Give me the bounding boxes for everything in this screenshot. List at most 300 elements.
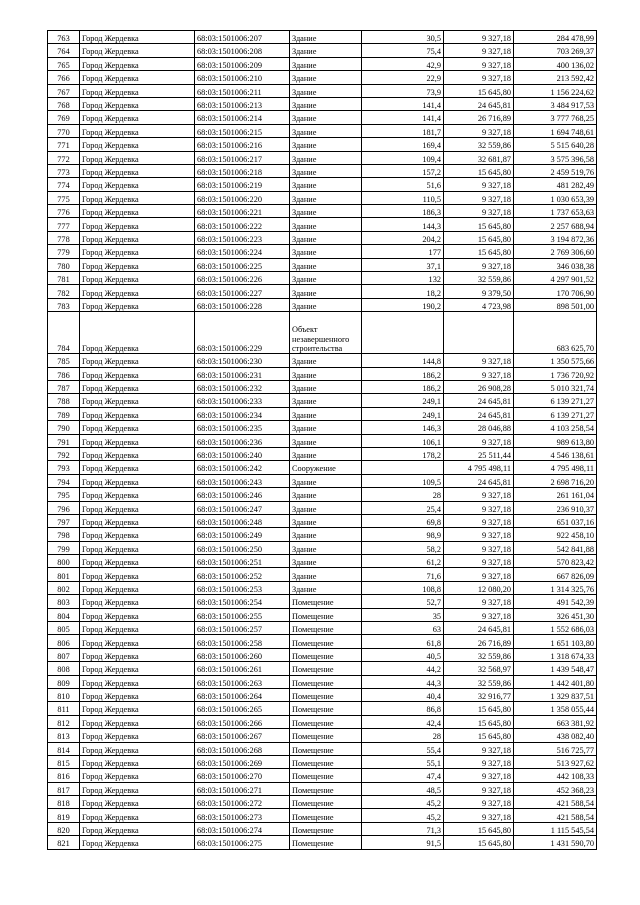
cadastral-number-cell: 68:03:1501006:258	[195, 635, 290, 648]
cadastral-cost-cell: 1 318 674,33	[514, 648, 597, 661]
unit-price-cell: 9 327,18	[444, 367, 514, 380]
settlement-cell: Город Жердевка	[80, 380, 195, 393]
object-type-cell: Здание	[290, 84, 362, 97]
object-type-cell: Помещение	[290, 662, 362, 675]
row-number-cell: 804	[48, 608, 80, 621]
object-type-cell: Здание	[290, 474, 362, 487]
object-type-cell: Здание	[290, 178, 362, 191]
table-row	[48, 164, 597, 177]
row-number-cell: 781	[48, 272, 80, 285]
settlement-cell: Город Жердевка	[80, 421, 195, 434]
area-cell: 40,5	[362, 648, 444, 661]
unit-price-cell: 4 795 498,11	[444, 461, 514, 474]
cadastral-number-cell: 68:03:1501006:248	[195, 514, 290, 527]
object-type-cell: Объект незавершенного строительства	[290, 312, 362, 354]
settlement-cell: Город Жердевка	[80, 514, 195, 527]
object-type-cell: Здание	[290, 354, 362, 367]
unit-price-cell: 15 645,80	[444, 729, 514, 742]
table-row	[48, 675, 597, 688]
area-cell: 109,4	[362, 151, 444, 164]
cadastral-cost-cell: 1 651 103,80	[514, 635, 597, 648]
row-number-cell: 813	[48, 729, 80, 742]
area-cell: 106,1	[362, 434, 444, 447]
area-cell: 61,8	[362, 635, 444, 648]
cadastral-number-cell: 68:03:1501006:269	[195, 755, 290, 768]
cadastral-cost-cell: 898 501,00	[514, 298, 597, 311]
row-number-cell: 770	[48, 124, 80, 137]
settlement-cell: Город Жердевка	[80, 407, 195, 420]
cadastral-number-cell: 68:03:1501006:270	[195, 769, 290, 782]
object-type-cell: Здание	[290, 231, 362, 244]
area-cell: 75,4	[362, 44, 444, 57]
object-type-cell: Здание	[290, 31, 362, 44]
row-number-cell: 798	[48, 528, 80, 541]
unit-price-cell: 15 645,80	[444, 715, 514, 728]
table-row	[48, 836, 597, 849]
table-row	[48, 245, 597, 258]
table-row	[48, 688, 597, 701]
row-number-cell: 816	[48, 769, 80, 782]
row-number-cell: 789	[48, 407, 80, 420]
cadastral-cost-cell: 442 108,33	[514, 769, 597, 782]
table-row	[48, 205, 597, 218]
cadastral-cost-cell: 1 115 545,54	[514, 822, 597, 835]
table-row	[48, 662, 597, 675]
settlement-cell: Город Жердевка	[80, 608, 195, 621]
area-cell: 51,6	[362, 178, 444, 191]
cadastral-cost-cell: 400 136,02	[514, 57, 597, 70]
settlement-cell: Город Жердевка	[80, 394, 195, 407]
cadastral-number-cell: 68:03:1501006:243	[195, 474, 290, 487]
row-number-cell: 800	[48, 555, 80, 568]
settlement-cell: Город Жердевка	[80, 285, 195, 298]
table-row	[48, 231, 597, 244]
settlement-cell: Город Жердевка	[80, 258, 195, 271]
unit-price-cell: 24 645,81	[444, 622, 514, 635]
settlement-cell: Город Жердевка	[80, 702, 195, 715]
unit-price-cell: 9 327,18	[444, 258, 514, 271]
unit-price-cell: 32 568,97	[444, 662, 514, 675]
cadastral-cost-cell: 326 451,30	[514, 608, 597, 621]
cadastral-number-cell: 68:03:1501006:216	[195, 138, 290, 151]
row-number-cell: 806	[48, 635, 80, 648]
settlement-cell: Город Жердевка	[80, 138, 195, 151]
area-cell: 18,2	[362, 285, 444, 298]
table-row	[48, 111, 597, 124]
unit-price-cell: 9 327,18	[444, 434, 514, 447]
settlement-cell: Город Жердевка	[80, 796, 195, 809]
table-row	[48, 635, 597, 648]
unit-price-cell: 24 645,81	[444, 394, 514, 407]
area-cell: 37,1	[362, 258, 444, 271]
object-type-cell: Помещение	[290, 836, 362, 849]
row-number-cell: 820	[48, 822, 80, 835]
cadastral-value-table	[47, 30, 597, 850]
area-cell: 40,4	[362, 688, 444, 701]
row-number-cell: 810	[48, 688, 80, 701]
area-cell: 141,4	[362, 111, 444, 124]
cadastral-number-cell: 68:03:1501006:213	[195, 97, 290, 110]
object-type-cell: Здание	[290, 111, 362, 124]
object-type-cell: Здание	[290, 205, 362, 218]
cadastral-number-cell: 68:03:1501006:261	[195, 662, 290, 675]
settlement-cell: Город Жердевка	[80, 312, 195, 354]
object-type-cell: Помещение	[290, 769, 362, 782]
row-number-cell: 774	[48, 178, 80, 191]
table-row	[48, 394, 597, 407]
table-row	[48, 769, 597, 782]
settlement-cell: Город Жердевка	[80, 729, 195, 742]
object-type-cell: Здание	[290, 581, 362, 594]
unit-price-cell: 32 559,86	[444, 138, 514, 151]
cadastral-cost-cell: 1 694 748,61	[514, 124, 597, 137]
area-cell: 71,3	[362, 822, 444, 835]
object-type-cell: Помещение	[290, 702, 362, 715]
cadastral-cost-cell: 236 910,37	[514, 501, 597, 514]
cadastral-number-cell: 68:03:1501006:225	[195, 258, 290, 271]
area-cell: 190,2	[362, 298, 444, 311]
unit-price-cell: 9 327,18	[444, 769, 514, 782]
settlement-cell: Город Жердевка	[80, 555, 195, 568]
row-number-cell: 779	[48, 245, 80, 258]
object-type-cell: Здание	[290, 124, 362, 137]
settlement-cell: Город Жердевка	[80, 272, 195, 285]
cadastral-number-cell: 68:03:1501006:251	[195, 555, 290, 568]
settlement-cell: Город Жердевка	[80, 44, 195, 57]
object-type-cell: Здание	[290, 394, 362, 407]
area-cell: 69,8	[362, 514, 444, 527]
cadastral-number-cell: 68:03:1501006:275	[195, 836, 290, 849]
object-type-cell: Помещение	[290, 622, 362, 635]
table-row	[48, 755, 597, 768]
area-cell: 28	[362, 488, 444, 501]
table-row	[48, 715, 597, 728]
object-type-cell: Здание	[290, 568, 362, 581]
object-type-cell: Здание	[290, 245, 362, 258]
row-number-cell: 808	[48, 662, 80, 675]
cadastral-cost-cell: 261 161,04	[514, 488, 597, 501]
cadastral-cost-cell: 513 927,62	[514, 755, 597, 768]
cadastral-cost-cell: 421 588,54	[514, 796, 597, 809]
table-row	[48, 501, 597, 514]
table-row	[48, 622, 597, 635]
settlement-cell: Город Жердевка	[80, 178, 195, 191]
cadastral-number-cell: 68:03:1501006:273	[195, 809, 290, 822]
row-number-cell: 772	[48, 151, 80, 164]
area-cell: 186,3	[362, 205, 444, 218]
cadastral-cost-cell: 284 478,99	[514, 31, 597, 44]
settlement-cell: Город Жердевка	[80, 71, 195, 84]
cadastral-number-cell: 68:03:1501006:246	[195, 488, 290, 501]
area-cell: 141,4	[362, 97, 444, 110]
cadastral-cost-cell: 1 156 224,62	[514, 84, 597, 97]
unit-price-cell: 9 327,18	[444, 354, 514, 367]
object-type-cell: Здание	[290, 541, 362, 554]
cadastral-number-cell: 68:03:1501006:255	[195, 608, 290, 621]
row-number-cell: 793	[48, 461, 80, 474]
row-number-cell: 771	[48, 138, 80, 151]
area-cell: 178,2	[362, 447, 444, 460]
area-cell: 169,4	[362, 138, 444, 151]
cadastral-number-cell: 68:03:1501006:250	[195, 541, 290, 554]
row-number-cell: 814	[48, 742, 80, 755]
cadastral-cost-cell: 1 442 401,80	[514, 675, 597, 688]
cadastral-number-cell: 68:03:1501006:220	[195, 191, 290, 204]
settlement-cell: Город Жердевка	[80, 568, 195, 581]
object-type-cell: Здание	[290, 258, 362, 271]
cadastral-number-cell: 68:03:1501006:253	[195, 581, 290, 594]
cadastral-number-cell: 68:03:1501006:209	[195, 57, 290, 70]
unit-price-cell: 9 327,18	[444, 514, 514, 527]
table-row	[48, 447, 597, 460]
object-type-cell: Здание	[290, 514, 362, 527]
cadastral-cost-cell: 170 706,90	[514, 285, 597, 298]
cadastral-number-cell: 68:03:1501006:274	[195, 822, 290, 835]
cadastral-cost-cell: 570 823,42	[514, 555, 597, 568]
settlement-cell: Город Жердевка	[80, 218, 195, 231]
row-number-cell: 764	[48, 44, 80, 57]
area-cell: 55,4	[362, 742, 444, 755]
cadastral-number-cell: 68:03:1501006:236	[195, 434, 290, 447]
settlement-cell: Город Жердевка	[80, 688, 195, 701]
settlement-cell: Город Жердевка	[80, 742, 195, 755]
table-row	[48, 822, 597, 835]
cadastral-number-cell: 68:03:1501006:263	[195, 675, 290, 688]
cadastral-cost-cell: 651 037,16	[514, 514, 597, 527]
row-number-cell: 811	[48, 702, 80, 715]
table-row	[48, 648, 597, 661]
object-type-cell: Здание	[290, 71, 362, 84]
unit-price-cell: 9 327,18	[444, 31, 514, 44]
cadastral-number-cell: 68:03:1501006:249	[195, 528, 290, 541]
object-type-cell: Здание	[290, 138, 362, 151]
settlement-cell: Город Жердевка	[80, 541, 195, 554]
object-type-cell: Здание	[290, 555, 362, 568]
table-row	[48, 568, 597, 581]
cadastral-cost-cell: 4 795 498,11	[514, 461, 597, 474]
table-row	[48, 298, 597, 311]
cadastral-cost-cell: 421 588,54	[514, 809, 597, 822]
cadastral-cost-cell: 2 698 716,20	[514, 474, 597, 487]
unit-price-cell: 26 908,28	[444, 380, 514, 393]
row-number-cell: 766	[48, 71, 80, 84]
object-type-cell: Помещение	[290, 729, 362, 742]
object-type-cell: Здание	[290, 57, 362, 70]
settlement-cell: Город Жердевка	[80, 447, 195, 460]
table-row	[48, 514, 597, 527]
area-cell: 86,8	[362, 702, 444, 715]
table-row	[48, 138, 597, 151]
settlement-cell: Город Жердевка	[80, 635, 195, 648]
row-number-cell: 819	[48, 809, 80, 822]
object-type-cell: Помещение	[290, 809, 362, 822]
cadastral-number-cell: 68:03:1501006:242	[195, 461, 290, 474]
object-type-cell: Помещение	[290, 742, 362, 755]
table-row	[48, 57, 597, 70]
cadastral-cost-cell: 1 358 055,44	[514, 702, 597, 715]
cadastral-cost-cell: 922 458,10	[514, 528, 597, 541]
cadastral-cost-cell: 1 736 720,92	[514, 367, 597, 380]
cadastral-number-cell: 68:03:1501006:218	[195, 164, 290, 177]
row-number-cell: 786	[48, 367, 80, 380]
row-number-cell: 792	[48, 447, 80, 460]
object-type-cell: Здание	[290, 272, 362, 285]
cadastral-number-cell: 68:03:1501006:223	[195, 231, 290, 244]
row-number-cell: 784	[48, 312, 80, 354]
cadastral-cost-cell: 1 737 653,63	[514, 205, 597, 218]
settlement-cell: Город Жердевка	[80, 354, 195, 367]
cadastral-cost-cell: 5 515 640,28	[514, 138, 597, 151]
unit-price-cell: 24 645,81	[444, 97, 514, 110]
table-row	[48, 581, 597, 594]
area-cell	[362, 312, 444, 354]
area-cell: 55,1	[362, 755, 444, 768]
cadastral-number-cell: 68:03:1501006:211	[195, 84, 290, 97]
row-number-cell: 799	[48, 541, 80, 554]
row-number-cell: 802	[48, 581, 80, 594]
settlement-cell: Город Жердевка	[80, 231, 195, 244]
cadastral-cost-cell: 1 431 590,70	[514, 836, 597, 849]
unit-price-cell: 9 327,18	[444, 57, 514, 70]
cadastral-cost-cell: 2 769 306,60	[514, 245, 597, 258]
row-number-cell: 765	[48, 57, 80, 70]
area-cell: 63	[362, 622, 444, 635]
cadastral-number-cell: 68:03:1501006:252	[195, 568, 290, 581]
area-cell: 25,4	[362, 501, 444, 514]
cadastral-cost-cell: 3 194 872,36	[514, 231, 597, 244]
unit-price-cell: 24 645,81	[444, 474, 514, 487]
unit-price-cell: 15 645,80	[444, 164, 514, 177]
row-number-cell: 821	[48, 836, 80, 849]
cadastral-cost-cell: 4 103 258,54	[514, 421, 597, 434]
unit-price-cell: 25 511,44	[444, 447, 514, 460]
cadastral-number-cell: 68:03:1501006:228	[195, 298, 290, 311]
unit-price-cell: 9 327,18	[444, 608, 514, 621]
settlement-cell: Город Жердевка	[80, 434, 195, 447]
object-type-cell: Здание	[290, 298, 362, 311]
object-type-cell: Здание	[290, 218, 362, 231]
cadastral-number-cell: 68:03:1501006:265	[195, 702, 290, 715]
table-row	[48, 191, 597, 204]
area-cell: 157,2	[362, 164, 444, 177]
cadastral-cost-cell: 1 552 686,03	[514, 622, 597, 635]
unit-price-cell: 15 645,80	[444, 702, 514, 715]
table-row	[48, 461, 597, 474]
unit-price-cell: 9 327,18	[444, 742, 514, 755]
cadastral-cost-cell: 481 282,49	[514, 178, 597, 191]
cadastral-number-cell: 68:03:1501006:260	[195, 648, 290, 661]
table-row	[48, 272, 597, 285]
cadastral-cost-cell: 1 314 325,76	[514, 581, 597, 594]
object-type-cell: Помещение	[290, 635, 362, 648]
object-type-cell: Здание	[290, 191, 362, 204]
table-row	[48, 796, 597, 809]
row-number-cell: 787	[48, 380, 80, 393]
area-cell: 44,2	[362, 662, 444, 675]
cadastral-number-cell: 68:03:1501006:264	[195, 688, 290, 701]
row-number-cell: 767	[48, 84, 80, 97]
settlement-cell: Город Жердевка	[80, 782, 195, 795]
table-row	[48, 380, 597, 393]
area-cell: 30,5	[362, 31, 444, 44]
settlement-cell: Город Жердевка	[80, 822, 195, 835]
cadastral-number-cell: 68:03:1501006:235	[195, 421, 290, 434]
cadastral-number-cell: 68:03:1501006:272	[195, 796, 290, 809]
area-cell: 71,6	[362, 568, 444, 581]
area-cell: 58,2	[362, 541, 444, 554]
object-type-cell: Здание	[290, 285, 362, 298]
cadastral-number-cell: 68:03:1501006:227	[195, 285, 290, 298]
table-row	[48, 421, 597, 434]
table-row	[48, 124, 597, 137]
unit-price-cell: 28 046,88	[444, 421, 514, 434]
settlement-cell: Город Жердевка	[80, 648, 195, 661]
row-number-cell: 785	[48, 354, 80, 367]
cadastral-number-cell: 68:03:1501006:207	[195, 31, 290, 44]
cadastral-cost-cell: 438 082,40	[514, 729, 597, 742]
unit-price-cell: 15 645,80	[444, 231, 514, 244]
table-row	[48, 608, 597, 621]
unit-price-cell: 32 916,77	[444, 688, 514, 701]
cadastral-cost-cell: 1 329 837,51	[514, 688, 597, 701]
cadastral-cost-cell: 1 439 548,47	[514, 662, 597, 675]
row-number-cell: 812	[48, 715, 80, 728]
row-number-cell: 807	[48, 648, 80, 661]
object-type-cell: Помещение	[290, 715, 362, 728]
cadastral-number-cell: 68:03:1501006:231	[195, 367, 290, 380]
table-row	[48, 312, 597, 354]
unit-price-cell: 9 327,18	[444, 796, 514, 809]
row-number-cell: 788	[48, 394, 80, 407]
object-type-cell: Помещение	[290, 595, 362, 608]
unit-price-cell: 26 716,89	[444, 111, 514, 124]
unit-price-cell: 15 645,80	[444, 84, 514, 97]
table-row	[48, 474, 597, 487]
cadastral-cost-cell: 667 826,09	[514, 568, 597, 581]
table-row	[48, 702, 597, 715]
area-cell: 186,2	[362, 367, 444, 380]
unit-price-cell: 9 327,18	[444, 555, 514, 568]
cadastral-number-cell: 68:03:1501006:234	[195, 407, 290, 420]
settlement-cell: Город Жердевка	[80, 461, 195, 474]
area-cell: 48,5	[362, 782, 444, 795]
row-number-cell: 794	[48, 474, 80, 487]
area-cell: 45,2	[362, 809, 444, 822]
cadastral-number-cell: 68:03:1501006:214	[195, 111, 290, 124]
table-row	[48, 151, 597, 164]
cadastral-number-cell: 68:03:1501006:232	[195, 380, 290, 393]
unit-price-cell: 9 327,18	[444, 44, 514, 57]
area-cell: 73,9	[362, 84, 444, 97]
cadastral-number-cell: 68:03:1501006:268	[195, 742, 290, 755]
cadastral-cost-cell: 663 381,92	[514, 715, 597, 728]
area-cell: 108,8	[362, 581, 444, 594]
cadastral-cost-cell: 2 257 688,94	[514, 218, 597, 231]
settlement-cell: Город Жердевка	[80, 675, 195, 688]
row-number-cell: 769	[48, 111, 80, 124]
cadastral-cost-cell: 5 010 321,74	[514, 380, 597, 393]
settlement-cell: Город Жердевка	[80, 31, 195, 44]
unit-price-cell: 24 645,81	[444, 407, 514, 420]
object-type-cell: Здание	[290, 407, 362, 420]
table-row	[48, 782, 597, 795]
cadastral-number-cell: 68:03:1501006:215	[195, 124, 290, 137]
row-number-cell: 780	[48, 258, 80, 271]
area-cell: 61,2	[362, 555, 444, 568]
cadastral-number-cell: 68:03:1501006:221	[195, 205, 290, 218]
unit-price-cell: 9 327,18	[444, 71, 514, 84]
cadastral-cost-cell: 1 350 575,66	[514, 354, 597, 367]
